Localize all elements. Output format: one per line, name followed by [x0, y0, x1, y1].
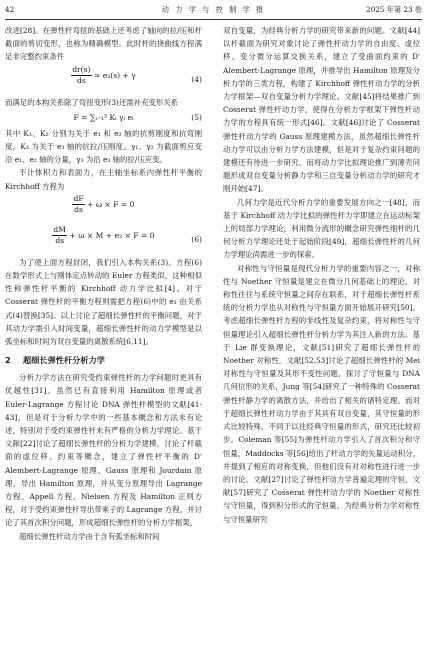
equation-expression: F = ∑ᵢ₌₁³ Kᵢ γᵢ eᵢ — [73, 112, 134, 122]
equation-6b — [5, 225, 202, 255]
section-title: 超细长弹性杆分析力学 — [23, 355, 105, 366]
equation-fraction: $\frac{dF}{ds}$ — [73, 193, 84, 214]
equation-number: (4) — [191, 74, 202, 84]
header-rule — [5, 19, 422, 20]
paragraph: 双自变量，为经典分析力学的研究带来新的问题。文献[44]以杆截面为研究对象讨论了弹性杆动力学的自由度、虚位移、变分微分运算交换关系，建立了受曲面约束的 D' Alembert-Lagrange 原理，并推导出 Hamilton 原理及分析力学的三类方程，构建了 Kirchhoff 弹性杆动力学的分析力学框架—双自变量分析力学理论。文献[45]将结果推广到 Cosserat 弹性杆动力学，使得在分析力学框架下弹性杆动力学的方程具有统一形式[46]。文献[46]讨论了 Cosserat 弹性杆动力学的 Gauss 原理建模方法，虽然超细长弹性杆动力学可以由分析力学方法建模，但是对于复杂约束问题的建模还有待进一步研究。而将动力学比拟理论推广到薄壳问题形成双自变量分析静力学和三自变量分析动力学的研究才刚开始[47]。 — [223, 26, 420, 194]
equation-4 — [5, 65, 202, 95]
paragraph: 对称性与守恒量是现代分析力学的重要内容之一，对称性与 Noether 守恒量是建立在微分几何基础上的理论，对称性往往与系统守恒量之间存在联系，对于超细长弹性杆系统的分析力学也从对称性与守恒量方面开始展开研究[50]。考虑超细长弹性杆方程的非线性及复杂约束，将对称性与守恒量理论引入超细长弹性杆分析力学为其注入新的方法。基于 Lie 群变换理论，文献[51]研究了超细长弹性杆的 Noether 对称性。文献[52,53]讨论了超细长弹性杆的 Mei 对称性与守恒量及其形不变性问题，探讨了守恒量与 DNA 几何位形的关系，Jung 等[54]研究了一种特殊的 Cosserat 弹性杆静力学的离散方法，并给出了相关的诸特定理。而对于超细长弹性杆动力学由于其具有双自变量，其守恒量的形式比较特殊，不同于以往经典守恒量的形式，研究还比较初步。Coleman 等[55]为弹性杆动力学引入了首次积分和守恒量，Maddocks 等[56]给出了杆动力学的矢量运动积分，并提到了相应的对称变换，但他们没有对对称性进行进一步的讨论。文献[27]讨论了弹性杆动力学普遍定理的守恒，文献[57]研究了 Cosserat 弹性杆动力学的 Noether 对称性与守恒量，得到积分形式的守恒量，为经典分析力学对称性与守恒量研究 — [223, 263, 420, 524]
paragraph: 改进[28]。在弹性杆弯扭的基础上还考虑了轴向的拉/压和杆截面的剪切变形，也称为精确模型。此时杆的挠曲线方程满足非完整约束条件 — [5, 26, 202, 62]
equation-rhs: + ω × F = 0 — [87, 199, 135, 209]
page-number: 42 — [5, 5, 15, 14]
paragraph: 分析力学方法在研究受约束弹性杆的力学问题时更具有优越性[31]。虽然已有直接利用 Hamilton 原理或者 Euler-Lagrange 方程讨论 DNA 弹性杆模型的文献[41-43]，但是对于分析力学中的一些基本概念和方法未有论述，特别对于受约束弹性杆未有严格的分析力学理论。基于文献[22]讨论了超细长弹性杆的分析力学建模，讨论了杆截面的虚位移、约束等概念，建立了弹性杆平衡的 D' Alembert-Lagrange 原理、Gauss 原理和 Jourdain 原理，导出 Hamilton 原理，并从变分原理导出 Lagrange 方程、Appell 方程、Nielsen 方程及 Hamilton 正则方程，对于受约束弹性杆导出带乘子的 Lagrange 方程，并讨论了其首次积分问题，形成超细长弹性杆的分析力学框架。 — [5, 373, 202, 528]
paragraph: 其中 K₁、K₂ 分别为关于 e₁ 和 e₂ 轴的抗剪刚度和抗弯刚度，K₃ 为关于 e₃ 轴的抗拉/压刚度。γ₁、γ₂ 为截面剪应变沿 e₁、e₂ 轴的分量，γ₃ 为沿 e₃ 轴的拉/压应变。 — [5, 128, 202, 165]
right-column — [223, 24, 420, 526]
equation-number: (5) — [191, 112, 202, 122]
paragraph: 不计体积力和表面力，在主轴坐标系内弹性杆平衡的 Kirchhoff 方程为 — [5, 168, 202, 191]
paragraph: 超细长弹性杆动力学由于含有弧坐标和时间 — [19, 531, 160, 541]
paragraph: 而满足的本构关系除了弯扭变形(3)还需补充变形关系 — [5, 97, 179, 107]
equation-fraction: $\frac{dr(s)}{ds}$ — [72, 64, 91, 85]
running-head — [5, 4, 422, 16]
journal-issue: 2025 年第 23 卷 — [366, 5, 422, 14]
paragraph: 为了使上面方程封闭，我们引入本构关系(3)。方程(6)在数学形式上与刚体定点转动的 Euler 方程类似，这种相似性称弹性杆平衡的 Kirchhoff 动力学比拟[4]。对于 Cosserat 弹性杆的平衡方程则需把方程(6)中的 e₃ 由关系式(4)替换[35]。以上讨论了超细长弹性杆的平衡问题，对于其动力学需引入时间变量，超细长弹性杆的动力学模型是以弧坐标和时间为双自变量的离散系统[6,11]。 — [5, 257, 202, 347]
paragraph: 几何力学是近代分析力学的重要发展方向之一[48]，而基于 Kirchhoff 动力学比拟的弹性杆力学即建立在运动标架上的局部力学理论，利用微分流形的概念研究弹性细杆的几何分析力学理论还处于起始阶段[49]，超细长弹性杆的几何力学理论尚需进一步的探索。 — [223, 197, 420, 260]
equation-6a — [5, 194, 202, 224]
journal-title: 动 力 学 与 控 制 学 报 — [161, 5, 266, 14]
equation-rhs: + ω × M + e₃ × F = 0 — [69, 230, 155, 240]
section-number: 2 — [5, 355, 11, 366]
equation-rhs: = e₃(s) + γ — [93, 70, 136, 80]
equation-number: (6) — [191, 234, 202, 244]
equation-fraction: $\frac{dM}{ds}$ — [53, 224, 67, 245]
left-column — [5, 24, 202, 543]
equation-5 — [5, 110, 202, 126]
section-heading — [5, 354, 202, 366]
